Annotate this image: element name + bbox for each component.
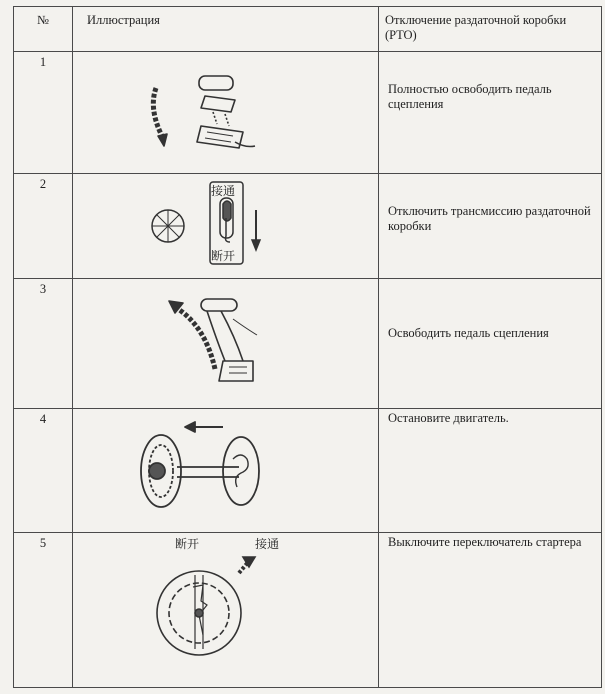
description-text: Полностью освободить педаль сцепления [388,82,552,111]
table-row [14,533,602,688]
row-number: 5 [14,533,73,688]
row-illustration [73,279,379,409]
clutch-pedal-press-icon [73,52,379,174]
engage-label: 接通 [211,184,236,198]
description-text: Выключите переключатель стартера [388,535,582,549]
pto-procedure-table [13,6,602,688]
pto-lever-disengage-icon [73,174,379,279]
row-number: 3 [14,279,73,409]
engine-stop-icon [73,409,379,533]
row-description [379,409,602,533]
header-illustration: Иллюстрация [73,7,379,52]
row-description [379,279,602,409]
description-text: Остановите двигатель. [388,411,509,425]
row-illustration [73,409,379,533]
row-description [379,174,602,279]
row-illustration [73,52,379,174]
engage-label: 接通 [255,537,280,551]
row-number: 4 [14,409,73,533]
disengage-label: 断开 [211,249,236,263]
row-illustration [73,174,379,279]
disengage-label: 断开 [175,537,200,551]
row-number: 1 [14,52,73,174]
row-description [379,533,602,688]
row-number: 2 [14,174,73,279]
clutch-pedal-release-icon [73,279,379,409]
ignition-switch-off-icon [73,533,379,688]
header-description: Отключение раздаточной коробки (PTO) [379,7,602,52]
header-number: № [14,7,73,52]
row-description [379,52,602,174]
table-header-row [14,7,602,52]
table-row [14,174,602,279]
row-illustration [73,533,379,688]
description-text: Освободить педаль сцепления [388,326,549,340]
description-text: Отключить трансмиссию раздаточной коробки [388,204,591,233]
table-row [14,52,602,174]
table-row [14,279,602,409]
table-row [14,409,602,533]
